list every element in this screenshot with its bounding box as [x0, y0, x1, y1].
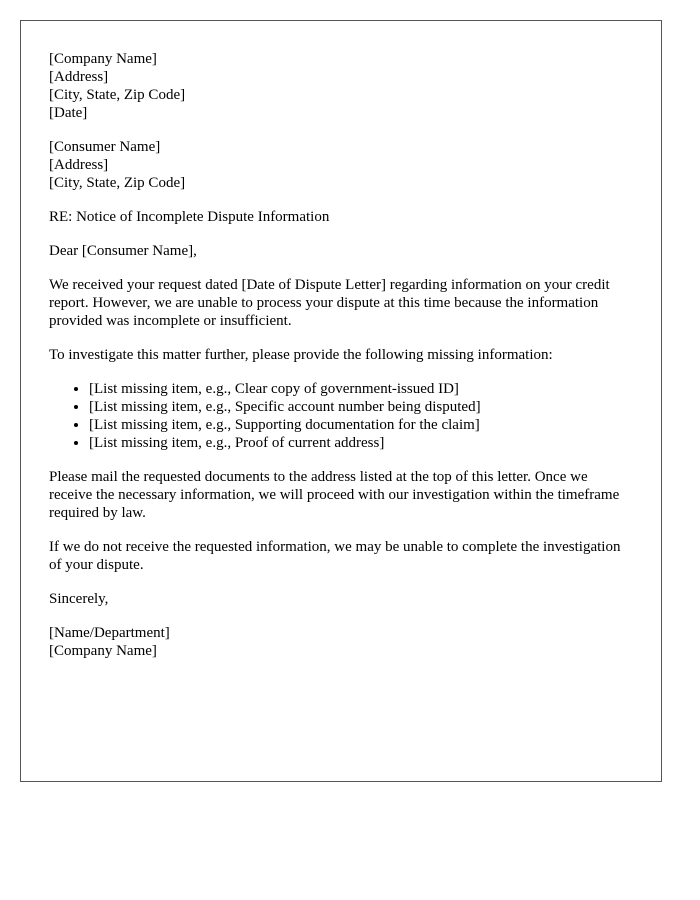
sender-city-state-zip: [City, State, Zip Code]	[49, 87, 186, 103]
sender-company-name: [Company Name]	[49, 51, 157, 67]
instructions-paragraph: Please mail the requested documents to the address listed at the top of this letter. Once we receive the necessary information, we will proceed with our investigation within the timeframe required by law.	[49, 469, 620, 521]
closing: Sincerely,	[49, 591, 109, 607]
recipient-name: [Consumer Name]	[49, 139, 161, 155]
warning-paragraph: If we do not receive the requested information, we may be unable to complete the investigation of your dispute.	[49, 539, 621, 573]
list-item: • [List missing item, e.g., Specific account number being disputed]	[89, 398, 633, 416]
request-paragraph: To investigate this matter further, please provide the following missing information:	[49, 347, 553, 363]
signature-company-name: [Company Name]	[49, 643, 157, 659]
letter-page	[20, 20, 662, 782]
intro-paragraph: We received your request dated [Date of Dispute Letter] regarding information on your credit report. However, we are unable to process your dispute at this time because the information provided was incomplete or insufficient.	[49, 277, 610, 329]
missing-items-list	[49, 380, 633, 452]
signature-block	[49, 624, 633, 660]
list-item: • [List missing item, e.g., Supporting documentation for the claim]	[89, 416, 633, 434]
recipient-city-state-zip: [City, State, Zip Code]	[49, 175, 186, 191]
recipient-address-block	[49, 138, 633, 192]
subject-line: RE: Notice of Incomplete Dispute Information	[49, 209, 330, 225]
list-item: • [List missing item, e.g., Proof of current address]	[89, 434, 633, 452]
letter-date: [Date]	[49, 105, 88, 121]
sender-address: [Address]	[49, 69, 109, 85]
list-item: • [List missing item, e.g., Clear copy of government-issued ID]	[89, 380, 633, 398]
recipient-address: [Address]	[49, 157, 109, 173]
sender-address-block	[49, 50, 633, 122]
signature-name-department: [Name/Department]	[49, 625, 170, 641]
salutation: Dear [Consumer Name],	[49, 243, 197, 259]
